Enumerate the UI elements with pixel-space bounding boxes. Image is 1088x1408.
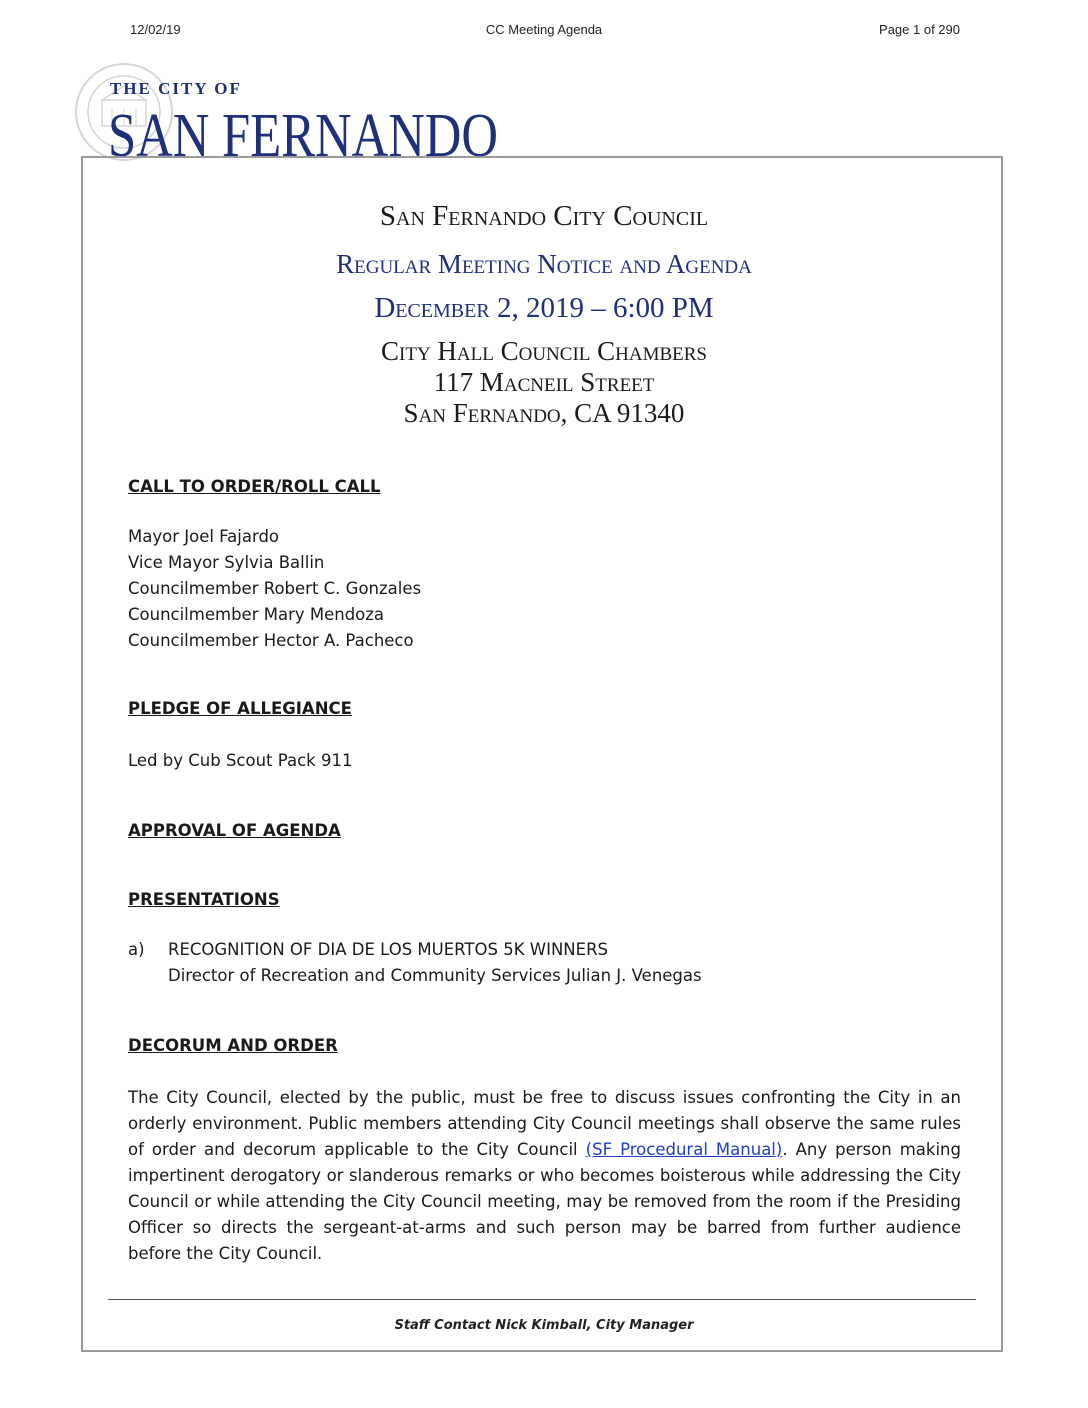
- section-heading: PRESENTATIONS: [128, 890, 280, 909]
- decorum-paragraph: [128, 1085, 961, 1267]
- location-line-3: San Fernando, CA 91340: [403, 398, 685, 428]
- meeting-datetime: December 2, 2019 – 6:00 PM: [374, 292, 714, 324]
- section-heading: CALL TO ORDER/ROLL CALL: [128, 477, 381, 496]
- decorum-text-1: The City Council, elected by the public, must be free to discuss issues confronting the City in an orderly environment. Public members attending City Council meetings shall observe the same rules of order and decorum applicable to the City Council: [128, 1088, 961, 1159]
- presentations-section: [128, 887, 961, 913]
- location-line-1: City Hall Council Chambers: [381, 336, 707, 366]
- presentation-presenter: Director of Recreation and Community Services Julian J. Venegas: [168, 966, 702, 985]
- svg-text:THE CITY OF: THE CITY OF: [110, 79, 242, 98]
- pledge-text: Led by Cub Scout Pack 911: [128, 751, 353, 770]
- council-title: San Fernando City Council: [379, 200, 709, 232]
- location-line-2: 117 Macneil Street: [433, 367, 655, 397]
- roll-call-section: [128, 474, 961, 654]
- pledge-section: [128, 696, 961, 774]
- meeting-location: [0, 336, 1088, 429]
- council-member: Councilmember Mary Mendoza: [128, 605, 385, 624]
- section-heading: DECORUM AND ORDER: [128, 1036, 338, 1055]
- running-header: [0, 22, 1088, 40]
- presentation-item: [168, 937, 702, 989]
- meeting-type-title: Regular Meeting Notice and Agenda: [336, 249, 752, 279]
- footer-divider: [108, 1299, 976, 1300]
- staff-contact: Staff Contact Nick Kimball, City Manager: [394, 1318, 694, 1333]
- svg-text:SAN FERNANDO: SAN FERNANDO: [108, 102, 498, 170]
- section-heading: PLEDGE OF ALLEGIANCE: [128, 699, 352, 718]
- council-member: Councilmember Robert C. Gonzales: [128, 579, 422, 598]
- decorum-text-2: . Any person making impertinent derogatory or slanderous remarks or who becomes boisterous while addressing the City Council or while attending the City Council meeting, may be removed from the room if the Presiding Officer so directs the sergeant-at-arms and such person may be barred from further audience before the City Council.: [128, 1140, 961, 1263]
- header-page-number: Page 1 of 290: [879, 22, 960, 37]
- approval-section: [128, 818, 961, 844]
- header-date: 12/02/19: [130, 22, 181, 37]
- header-title: CC Meeting Agenda: [485, 22, 603, 37]
- council-member: Mayor Joel Fajardo: [128, 527, 280, 546]
- procedural-manual-link[interactable]: (SF Procedural Manual): [585, 1140, 783, 1159]
- decorum-section: [128, 1033, 961, 1059]
- council-member: Vice Mayor Sylvia Ballin: [128, 553, 325, 572]
- presentation-title: RECOGNITION OF DIA DE LOS MUERTOS 5K WINNERS: [168, 940, 609, 959]
- item-marker: a): [128, 940, 145, 959]
- council-member: Councilmember Hector A. Pacheco: [128, 631, 414, 650]
- section-heading: APPROVAL OF AGENDA: [128, 821, 341, 840]
